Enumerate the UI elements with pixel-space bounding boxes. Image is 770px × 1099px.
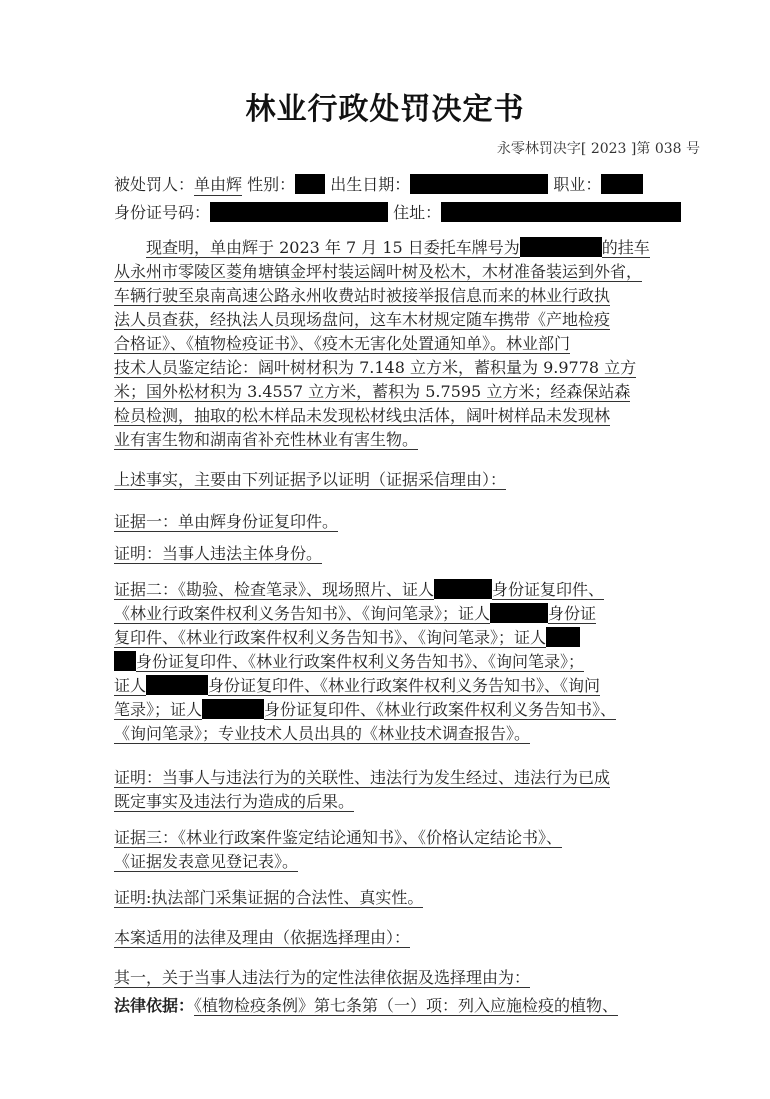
fact-line: 合格证》、《植物检疫证书》、《疫木无害化处置通知单》。林业部门: [114, 334, 571, 353]
proof-2-line: 既定事实及违法行为造成的后果。: [114, 792, 355, 811]
proof-2-line: 证明：当事人与违法行为的关联性、违法行为发生经过、违法行为已成: [114, 768, 611, 787]
redacted-job: [601, 174, 643, 194]
redacted-sex: [295, 174, 325, 194]
fact-line: 车辆行驶至泉南高速公路永州收费站时被接举报信息而来的林业行政执: [114, 286, 611, 305]
label-sex: 性别：: [247, 175, 296, 194]
fact-line: 现查明，单由辉于 2023 年 7 月 15 日委托车牌号为 的挂车: [146, 238, 650, 257]
evidence-2: [114, 578, 701, 746]
evidence-2-line: 《林业行政案件权利义务告知书》、《询问笔录》；证人 身份证: [114, 604, 597, 623]
redacted-birth: [410, 174, 548, 194]
label-id: 身份证号码：: [114, 203, 211, 222]
evidence-2-line: 《询问笔录》；专业技术人员出具的《林业技术调查报告》。: [114, 724, 531, 743]
law-intro: 本案适用的法律及理由（依据选择理由）：: [114, 928, 411, 947]
proof-1: 证明：当事人违法主体身份。: [114, 544, 323, 563]
evidence-2-line: 证人 身份证复印件、《林业行政案件权利义务告知书》、《询问: [114, 676, 601, 695]
fact-line: 法人员查获，经执法人员现场盘问，这车木材规定随车携带《产地检疫: [114, 310, 611, 329]
label-name: 被处罚人：: [114, 175, 195, 194]
redacted-witness: [434, 579, 492, 599]
redacted-witness: [546, 627, 580, 647]
party-line-1: [114, 173, 643, 197]
facts-paragraph: [114, 236, 701, 452]
evidence-3-line: 证据三：《林业行政案件鉴定结论通知书》、《价格认定结论书》、: [114, 828, 563, 847]
redacted-witness: [490, 603, 548, 623]
proof-3: 证明:执法部门采集证据的合法性、真实性。: [114, 888, 424, 907]
law-basis: [114, 994, 701, 1018]
redacted-witness: [202, 699, 264, 719]
evidence-2-line: 笔录》；证人 身份证复印件、《林业行政案件权利义务告知书》、: [114, 700, 617, 719]
redacted-witness: [146, 675, 208, 695]
redacted-address: [441, 202, 681, 222]
fact-line: 检员检测，抽取的松木样品未发现松材线虫活体，阔叶树样品未发现林: [114, 406, 611, 425]
proof-2: [114, 766, 701, 814]
evidence-3-line: 《证据发表意见登记表》。: [114, 852, 299, 871]
redacted-witness: [114, 651, 136, 671]
party-line-2: [114, 201, 681, 225]
redacted-id: [210, 202, 388, 222]
evidence-intro: 上述事实，主要由下列证据予以证明（证据采信理由）：: [114, 470, 507, 489]
law-first: 其一，关于当事人违法行为的定性法律依据及选择理由为：: [114, 968, 531, 987]
label-addr: 住址：: [393, 203, 442, 222]
law-basis-text: 《植物检疫条例》第七条第（一）项：列入应施检疫的植物、: [194, 996, 619, 1015]
law-basis-label: 法律依据：: [114, 996, 195, 1015]
fact-line: 从永州市零陵区菱角塘镇金坪村装运阔叶树及松木，木材准备装运到外省，: [114, 262, 643, 281]
fact-line: 米；国外松材积为 3.4557 立方米，蓄积为 5.7595 立方米；经森保站森: [114, 382, 631, 401]
document-number: 永零林罚决字[ 2023 ]第 038 号: [496, 141, 700, 157]
label-job: 职业：: [553, 175, 602, 194]
document-title: 林业行政处罚决定书: [245, 92, 525, 127]
evidence-1: 证据一：单由辉身份证复印件。: [114, 512, 339, 531]
label-birth: 出生日期：: [330, 175, 411, 194]
redacted-plate: [520, 237, 602, 257]
fact-line: 技术人员鉴定结论：阔叶树材积为 7.148 立方米，蓄积量为 9.9778 立方: [114, 358, 637, 377]
evidence-3: [114, 826, 701, 874]
evidence-2-line: 复印件、《林业行政案件权利义务告知书》、《询问笔录》；证人: [114, 626, 701, 650]
fact-line: 业有害生物和湖南省补充性林业有害生物。: [114, 430, 419, 449]
party-name: 单由辉: [194, 175, 243, 194]
evidence-2-line: 证据二：《勘验、检查笔录》、现场照片、证人 身份证复印件、: [114, 580, 605, 599]
evidence-2-line: 身份证复印件、《林业行政案件权利义务告知书》、《询问笔录》；: [114, 650, 701, 674]
